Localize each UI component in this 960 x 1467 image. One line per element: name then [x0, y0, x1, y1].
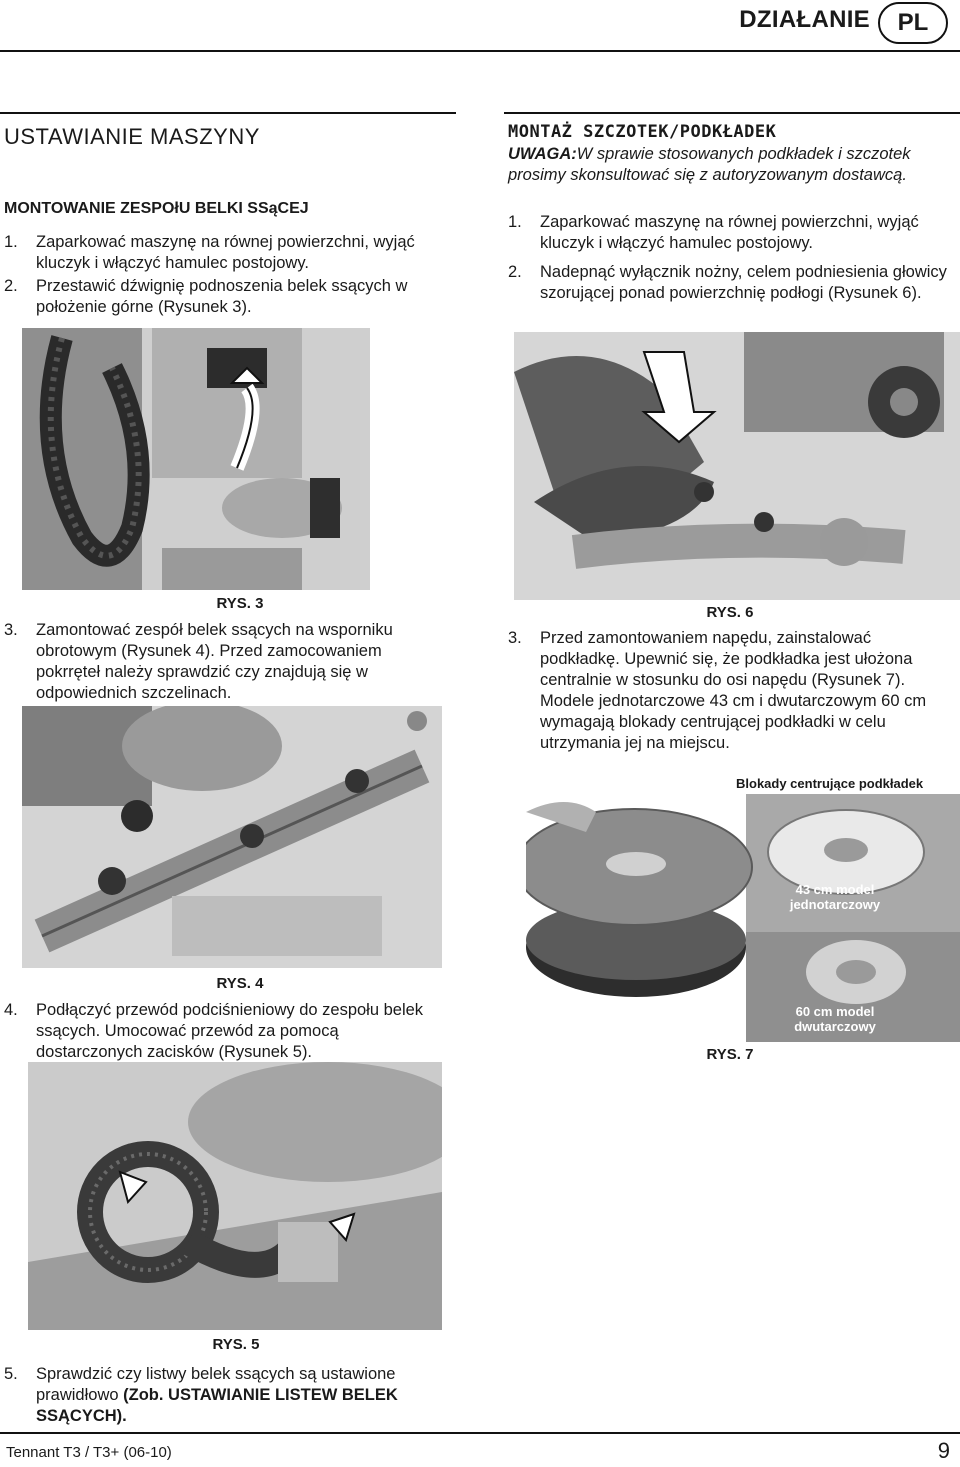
page-number: 9 — [937, 1438, 950, 1463]
right-step-1: 1. Zaparkować maszynę na równej powierzchni, wyjąć kluczyk i włączyć hamulec postojowy. — [508, 213, 919, 252]
figure-4-photo — [22, 706, 442, 968]
footer-divider — [0, 1432, 960, 1434]
header-divider — [0, 50, 960, 52]
left-step-3: 3. Zamontować zespół belek ssących na wsporniku obrotowym (Rysunek 4). Przed zamocowaniem pokrręteł należy sprawdzić czy znajdują się w odpowiednich szczelinach. — [4, 621, 393, 702]
footer-model: Tennant T3 / T3+ (06-10) — [6, 1444, 172, 1461]
language-badge: PL — [878, 2, 948, 44]
figure-7-title: Blokady centrujące podkładek — [736, 776, 924, 791]
figure-6-photo — [514, 332, 960, 600]
figure-5-caption: RYS. 5 — [212, 1336, 260, 1353]
figure-3-photo — [22, 328, 370, 590]
left-step-2: 2. Przestawić dźwignię podnoszenia belek ssących w położenie górne (Rysunek 3). — [4, 277, 408, 316]
right-section-rule — [504, 112, 960, 114]
left-step-4: 4. Podłączyć przewód podciśnieniowy do zespołu belek ssących. Umocować przewód za pomocą dostarczonych zacisków (Rysunek 5). — [4, 1001, 424, 1061]
right-step-3: 3. Przed zamontowaniem napędu, zainstalować podkładkę. Upewnić się, że podkładka jest ułożona centralnie w stosunku do osi napędu (Rysunek 7). Modele jednotarczowe 43 cm i dwutarczowym 60 cm wymagają blokady centrującej podkładki w celu utrzymania jej na miejscu. — [508, 629, 927, 752]
figure-3-caption: RYS. 3 — [216, 595, 264, 612]
figure-7-label-60cm: 60 cm model dwutarczowy — [794, 1004, 876, 1034]
left-sub-title: MONTOWANIE ZESPOłU BELKI SSąCEJ — [4, 200, 309, 217]
figure-7-caption: RYS. 7 — [706, 1046, 754, 1063]
left-section-rule — [0, 112, 456, 114]
figure-7-label-43cm: 43 cm model jednotarczowy — [789, 882, 881, 912]
left-step-5: 5. Sprawdzić czy listwy belek ssących są ustawione prawidłowo (Zob. USTAWIANIE LISTEW BELEK SSĄCYCH). — [4, 1365, 398, 1425]
page-header-title: DZIAŁANIE — [739, 6, 870, 33]
right-section-title: MONTAŻ SZCZOTEK/PODKŁADEK — [508, 122, 777, 142]
figure-5-photo — [28, 1062, 442, 1330]
right-note: UWAGA:W sprawie stosowanych podkładek i szczotek prosimy skonsultować się z autoryzowanym dostawcą. — [508, 145, 911, 184]
right-step-2: 2. Nadepnąć wyłącznik nożny, celem podniesienia głowicy szorującej ponad powierzchnię podłogi (Rysunek 6). — [508, 263, 947, 302]
figure-6-caption: RYS. 6 — [706, 604, 754, 621]
left-section-title: USTAWIANIE MASZYNY — [4, 124, 260, 149]
left-step-1: 1. Zaparkować maszynę na równej powierzchni, wyjąć kluczyk i włączyć hamulec postojowy. — [4, 233, 415, 272]
figure-4-caption: RYS. 4 — [216, 975, 264, 992]
